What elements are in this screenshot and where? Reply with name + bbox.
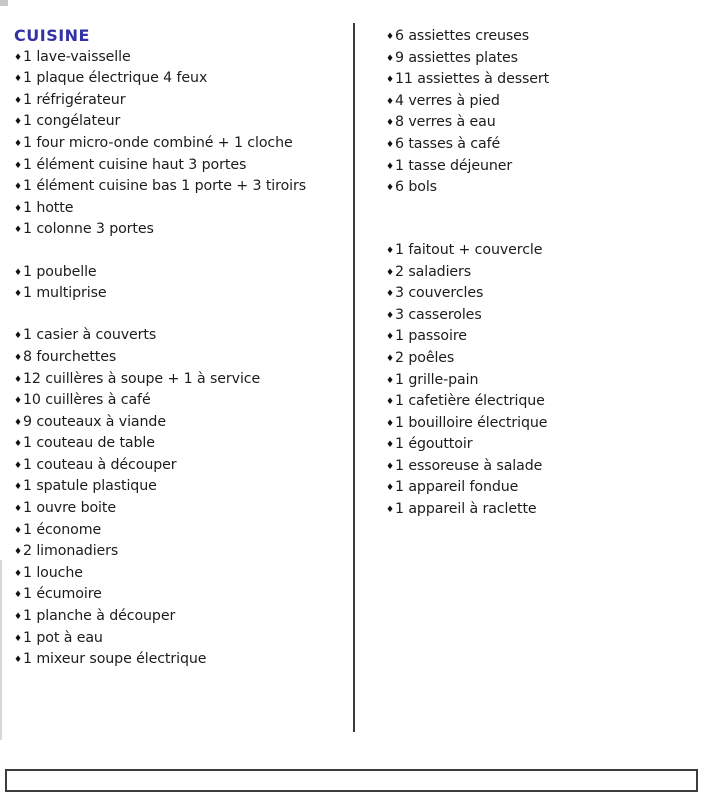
bullet-diamond-icon: ♦ <box>386 139 394 150</box>
list-item <box>386 456 696 478</box>
item-text: 1 colonne 3 portes <box>23 221 154 238</box>
bullet-diamond-icon: ♦ <box>14 138 22 149</box>
bullet-diamond-icon: ♦ <box>386 75 394 86</box>
list-item <box>386 177 696 199</box>
bullet-diamond-icon: ♦ <box>14 267 22 278</box>
item-text: 6 assiettes creuses <box>395 28 530 44</box>
list-item <box>14 498 344 520</box>
bullet-diamond-icon: ♦ <box>14 289 22 300</box>
list-item <box>14 433 344 455</box>
item-text: 1 bouilloire électrique <box>395 414 548 431</box>
list-item <box>14 390 344 412</box>
bullet-diamond-icon: ♦ <box>386 505 394 516</box>
item-text: 1 appareil fondue <box>395 479 519 496</box>
bullet-diamond-icon: ♦ <box>14 374 22 385</box>
list-item <box>386 48 696 70</box>
bullet-diamond-icon: ♦ <box>14 633 22 644</box>
list-item <box>14 347 344 369</box>
list-item <box>386 240 696 262</box>
list-item <box>14 155 344 177</box>
item-text: 1 essoreuse à salade <box>395 457 543 474</box>
bullet-diamond-icon: ♦ <box>14 396 22 407</box>
item-text: 3 casseroles <box>395 306 482 323</box>
list-item <box>386 348 696 370</box>
item-text: 1 économe <box>23 521 102 538</box>
list-item <box>386 283 696 305</box>
bullet-diamond-icon: ♦ <box>14 331 22 342</box>
bullet-diamond-icon: ♦ <box>386 332 394 343</box>
bullet-diamond-icon: ♦ <box>14 655 22 666</box>
item-text: 1 élément cuisine bas 1 porte + 3 tiroirs <box>23 178 307 195</box>
item-text: 1 spatule plastique <box>23 478 157 495</box>
list-item <box>14 176 344 198</box>
bullet-diamond-icon: ♦ <box>386 418 394 429</box>
list-item <box>386 391 696 413</box>
item-text: 2 saladiers <box>395 263 472 280</box>
list-item <box>14 628 344 650</box>
bullet-diamond-icon: ♦ <box>14 612 22 623</box>
bullet-diamond-icon: ♦ <box>14 504 22 515</box>
item-text: 1 ouvre boite <box>23 500 116 517</box>
bullet-diamond-icon: ♦ <box>386 440 394 451</box>
scan-edge-artifact <box>0 0 8 6</box>
list-item <box>14 262 344 284</box>
item-text: 10 cuillères à café <box>23 392 151 409</box>
list-item <box>386 134 696 156</box>
list-item <box>14 133 344 155</box>
item-text: 9 couteaux à viande <box>23 413 166 430</box>
item-text: 1 congélateur <box>23 113 121 130</box>
item-text: 11 assiettes à dessert <box>395 71 550 88</box>
item-text: 1 faitout + couvercle <box>395 241 543 258</box>
item-text: 1 égouttoir <box>395 436 473 453</box>
item-text: 3 couvercles <box>395 285 484 302</box>
bullet-diamond-icon: ♦ <box>14 482 22 493</box>
bullet-diamond-icon: ♦ <box>386 118 394 129</box>
bullet-diamond-icon: ♦ <box>386 289 394 300</box>
list-item <box>386 326 696 348</box>
bullet-diamond-icon: ♦ <box>14 417 22 428</box>
scan-edge-artifact <box>0 560 2 740</box>
item-text: 1 tasse déjeuner <box>395 157 513 174</box>
list-item <box>386 413 696 435</box>
list-item <box>386 112 696 134</box>
item-text: 1 élément cuisine haut 3 portes <box>23 156 247 173</box>
bullet-diamond-icon: ♦ <box>386 483 394 494</box>
item-text: 1 cafetière électrique <box>395 393 545 410</box>
list-item <box>14 584 344 606</box>
item-text: 1 passoire <box>395 328 467 345</box>
item-text: 1 grille-pain <box>395 371 479 388</box>
bullet-diamond-icon: ♦ <box>14 182 22 193</box>
bullet-diamond-icon: ♦ <box>14 160 22 171</box>
item-text: 1 multiprise <box>23 285 107 302</box>
list-item <box>14 476 344 498</box>
bullet-diamond-icon: ♦ <box>14 568 22 579</box>
list-item <box>386 499 696 521</box>
item-text: 2 limonadiers <box>23 543 119 560</box>
bullet-diamond-icon: ♦ <box>14 74 22 85</box>
item-group <box>14 325 344 671</box>
left-item-list <box>14 47 344 671</box>
list-item <box>386 434 696 456</box>
item-text: 1 plaque électrique 4 feux <box>23 70 208 87</box>
list-item <box>14 219 344 241</box>
list-item <box>386 156 696 178</box>
item-text: 1 lave-vaisselle <box>23 48 131 65</box>
list-item <box>14 325 344 347</box>
item-text: 1 couteau à découper <box>23 456 177 473</box>
bullet-diamond-icon: ♦ <box>386 53 394 64</box>
bullet-diamond-icon: ♦ <box>386 353 394 364</box>
footer-box <box>5 769 698 792</box>
item-group <box>386 240 696 521</box>
bullet-diamond-icon: ♦ <box>386 161 394 172</box>
item-text: 6 bols <box>395 179 437 196</box>
item-text: 1 poubelle <box>23 263 97 280</box>
list-item <box>386 69 696 91</box>
list-item <box>14 369 344 391</box>
list-item <box>14 68 344 90</box>
list-item <box>386 262 696 284</box>
list-item <box>14 649 344 671</box>
bullet-diamond-icon: ♦ <box>14 52 22 63</box>
right-column <box>386 26 696 521</box>
bullet-diamond-icon: ♦ <box>386 397 394 408</box>
list-item <box>14 606 344 628</box>
bullet-diamond-icon: ♦ <box>386 310 394 321</box>
item-text: 9 assiettes plates <box>395 49 518 66</box>
item-text: 6 tasses à café <box>395 135 501 152</box>
item-text: 1 couteau de table <box>23 435 155 452</box>
item-text: 1 écumoire <box>23 586 102 603</box>
item-text: 1 casier à couverts <box>23 327 157 344</box>
list-item <box>14 198 344 220</box>
page-title: CUISINE <box>14 26 90 45</box>
list-item <box>386 305 696 327</box>
item-text: 1 louche <box>23 564 83 581</box>
item-group <box>14 262 344 305</box>
list-item <box>14 541 344 563</box>
list-item <box>386 91 696 113</box>
list-item <box>14 283 344 305</box>
bullet-diamond-icon: ♦ <box>14 117 22 128</box>
bullet-diamond-icon: ♦ <box>14 352 22 363</box>
list-item <box>14 412 344 434</box>
bullet-diamond-icon: ♦ <box>386 375 394 386</box>
item-text: 1 réfrigérateur <box>23 91 126 108</box>
item-text: 8 fourchettes <box>23 348 117 365</box>
list-item <box>14 90 344 112</box>
bullet-diamond-icon: ♦ <box>14 439 22 450</box>
bullet-diamond-icon: ♦ <box>14 525 22 536</box>
bullet-diamond-icon: ♦ <box>386 183 394 194</box>
item-text: 1 mixeur soupe électrique <box>23 651 207 668</box>
bullet-diamond-icon: ♦ <box>386 32 394 42</box>
bullet-diamond-icon: ♦ <box>386 267 394 278</box>
list-item <box>14 111 344 133</box>
bullet-diamond-icon: ♦ <box>386 96 394 107</box>
item-group <box>386 26 696 199</box>
list-item <box>386 26 696 48</box>
item-text: 12 cuillères à soupe + 1 à service <box>23 370 261 387</box>
right-item-list <box>386 26 696 521</box>
list-item <box>14 47 344 69</box>
list-item <box>386 477 696 499</box>
list-item <box>14 455 344 477</box>
item-text: 2 poêles <box>395 349 455 366</box>
list-item <box>14 563 344 585</box>
item-text: 4 verres à pied <box>395 92 500 109</box>
item-text: 8 verres à eau <box>395 114 496 131</box>
item-text: 1 appareil à raclette <box>395 501 537 518</box>
item-text: 1 four micro-onde combiné + 1 cloche <box>23 134 293 151</box>
bullet-diamond-icon: ♦ <box>14 95 22 106</box>
left-column <box>14 26 344 671</box>
list-item <box>386 370 696 392</box>
item-text: 1 planche à découper <box>23 608 176 625</box>
bullet-diamond-icon: ♦ <box>14 460 22 471</box>
item-text: 1 hotte <box>23 199 74 216</box>
column-divider-line <box>353 23 355 732</box>
item-group <box>14 47 344 241</box>
item-text: 1 pot à eau <box>23 629 103 646</box>
bullet-diamond-icon: ♦ <box>14 590 22 601</box>
bullet-diamond-icon: ♦ <box>386 245 394 256</box>
bullet-diamond-icon: ♦ <box>14 203 22 214</box>
bullet-diamond-icon: ♦ <box>386 461 394 472</box>
list-item <box>14 520 344 542</box>
bullet-diamond-icon: ♦ <box>14 547 22 558</box>
bullet-diamond-icon: ♦ <box>14 225 22 236</box>
